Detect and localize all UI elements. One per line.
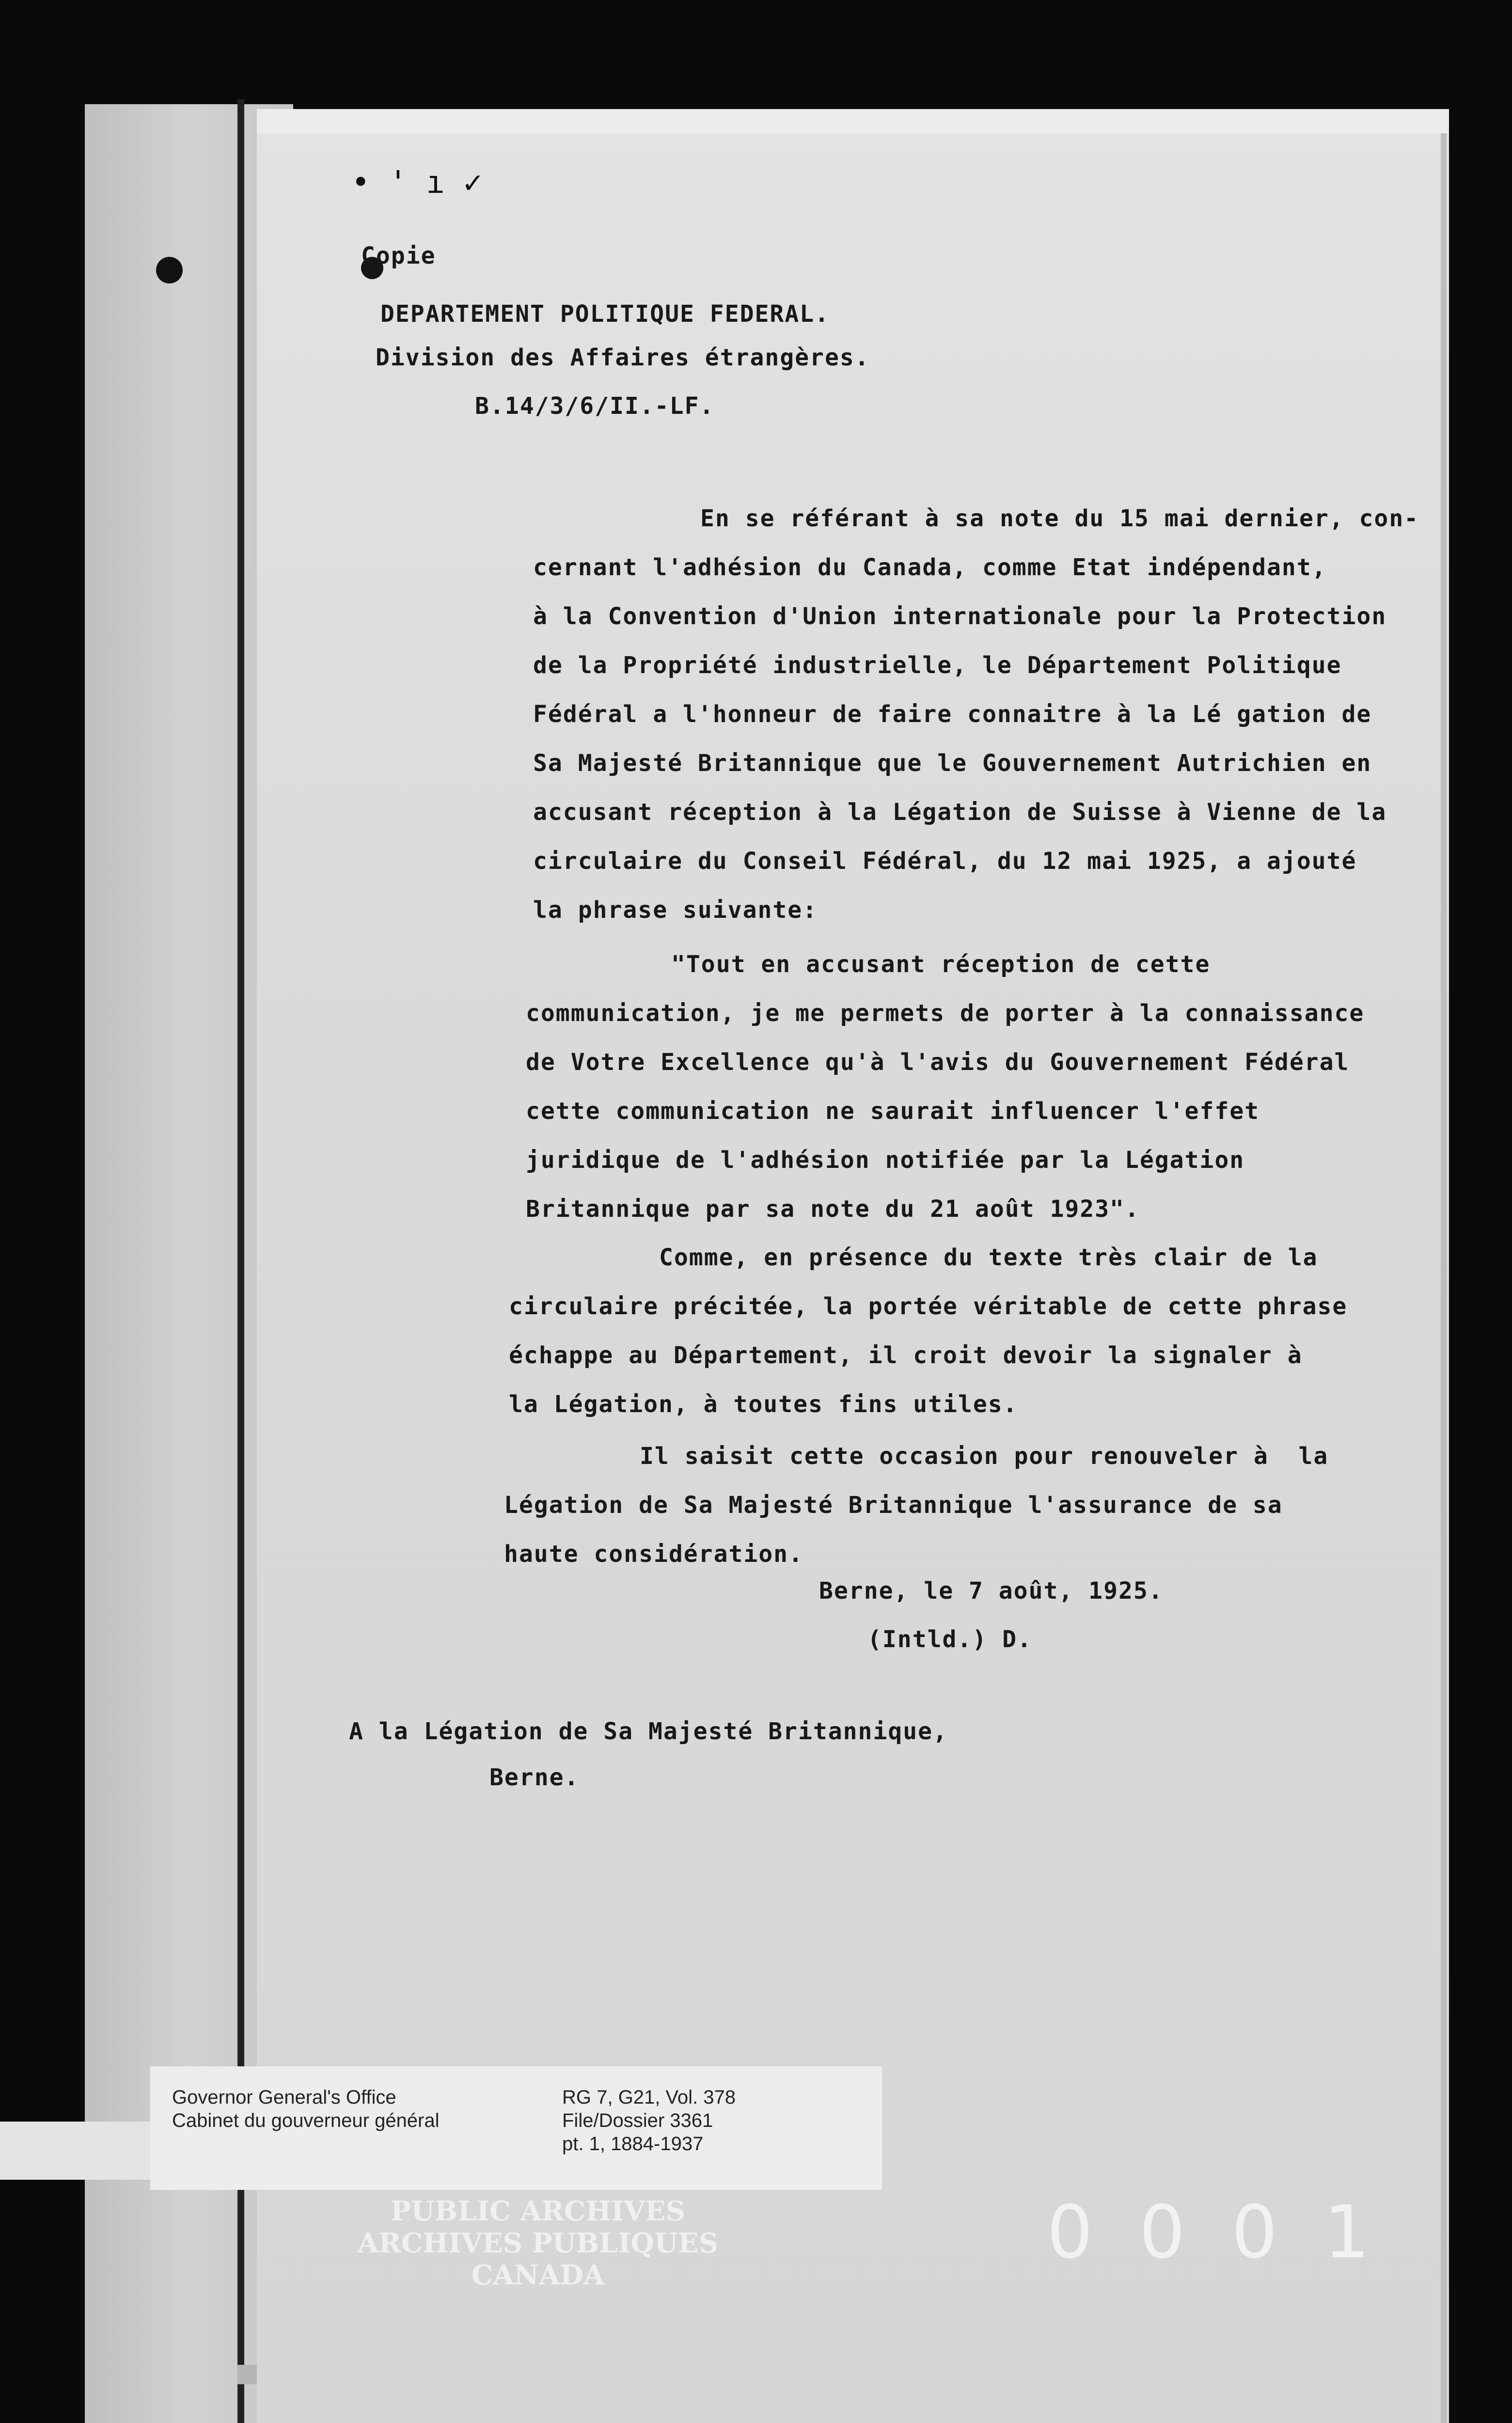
- text-line: Britannique par sa note du 21 août 1923".: [526, 1196, 1140, 1223]
- text-line: juridique de l'adhésion notifiée par la Légation: [526, 1147, 1245, 1174]
- text-line: de Votre Excellence qu'à l'avis du Gouvernement Fédéral: [526, 1049, 1350, 1076]
- text-line: accusant réception à la Légation de Suisse à Vienne de la: [533, 799, 1387, 826]
- punch-hole-left: [156, 257, 183, 283]
- stamp-line-2: ARCHIVES PUBLIQUES: [357, 2227, 719, 2259]
- place-and-date: Berne, le 7 août, 1925.: [819, 1577, 1164, 1605]
- copy-label: Copie: [361, 242, 436, 269]
- text-line: Légation de Sa Majesté Britannique l'assurance de sa: [504, 1492, 1283, 1519]
- text-line: échappe au Département, il croit devoir la signaler à: [509, 1342, 1303, 1369]
- body-paragraph-1: [533, 494, 1419, 935]
- body-paragraph-3: [504, 1432, 1328, 1579]
- department-heading: DEPARTEMENT POLITIQUE FEDERAL.: [380, 300, 830, 328]
- text-line: cernant l'adhésion du Canada, comme Etat indépendant,: [533, 554, 1327, 581]
- text-line: de la Propriété industrielle, le Département Politique: [533, 652, 1342, 679]
- text-line: Il saisit cette occasion pour renouveler à la: [640, 1443, 1329, 1470]
- stamp-line-3: CANADA: [471, 2259, 605, 2291]
- division-heading: Division des Affaires étrangères.: [376, 344, 870, 371]
- text-line: la phrase suivante:: [533, 897, 818, 924]
- addressee-city: Berne.: [489, 1764, 580, 1791]
- text-line: communication, je me permets de porter à la connaissance: [526, 1000, 1365, 1027]
- text-line: Fédéral a l'honneur de faire connaitre à la Lé gation de: [533, 701, 1372, 728]
- office-french: Cabinet du gouverneur général: [172, 2110, 440, 2131]
- quotation-block: [526, 940, 1364, 1234]
- office-english: Governor General's Office: [172, 2087, 396, 2108]
- page-top-strip: [257, 109, 1449, 133]
- label-office: [172, 2086, 440, 2132]
- text-line: En se référant à sa note du 15 mai dernier, con-: [700, 505, 1419, 532]
- text-line: Comme, en présence du texte très clair de la: [659, 1244, 1318, 1271]
- text-line: la Légation, à toutes fins utiles.: [509, 1391, 1018, 1418]
- text-line: cette communication ne saurait influencer l'effet: [526, 1098, 1260, 1125]
- file-part: pt. 1, 1884-1937: [562, 2133, 704, 2155]
- handwritten-tick-marks: • ' ı ✓: [351, 165, 482, 201]
- microfilm-frame-number: 0001: [1047, 2190, 1416, 2275]
- page-fold-edge: [1441, 133, 1447, 2423]
- archive-reference-label: [150, 2066, 882, 2190]
- record-group: RG 7, G21, Vol. 378: [562, 2087, 736, 2108]
- text-line: à la Convention d'Union internationale pour la Protection: [533, 603, 1387, 630]
- reference-number: B.14/3/6/II.-LF.: [475, 393, 715, 420]
- file-number: File/Dossier 3361: [562, 2110, 713, 2131]
- addressee: A la Légation de Sa Majesté Britannique,: [349, 1718, 948, 1745]
- text-line: haute considération.: [504, 1541, 803, 1568]
- text-line: "Tout en accusant réception de cette: [671, 951, 1211, 978]
- label-file-info: [562, 2086, 736, 2156]
- text-line: Sa Majesté Britannique que le Gouvernement Autrichien en: [533, 750, 1372, 777]
- text-line: circulaire du Conseil Fédéral, du 12 mai 1925, a ajouté: [533, 848, 1357, 875]
- initials-signature: (Intld.) D.: [867, 1626, 1032, 1653]
- public-archives-stamp: [339, 2195, 737, 2291]
- stamp-line-1: PUBLIC ARCHIVES: [390, 2195, 686, 2227]
- text-line: circulaire précitée, la portée véritable de cette phrase: [509, 1293, 1348, 1320]
- body-paragraph-2: [509, 1233, 1347, 1429]
